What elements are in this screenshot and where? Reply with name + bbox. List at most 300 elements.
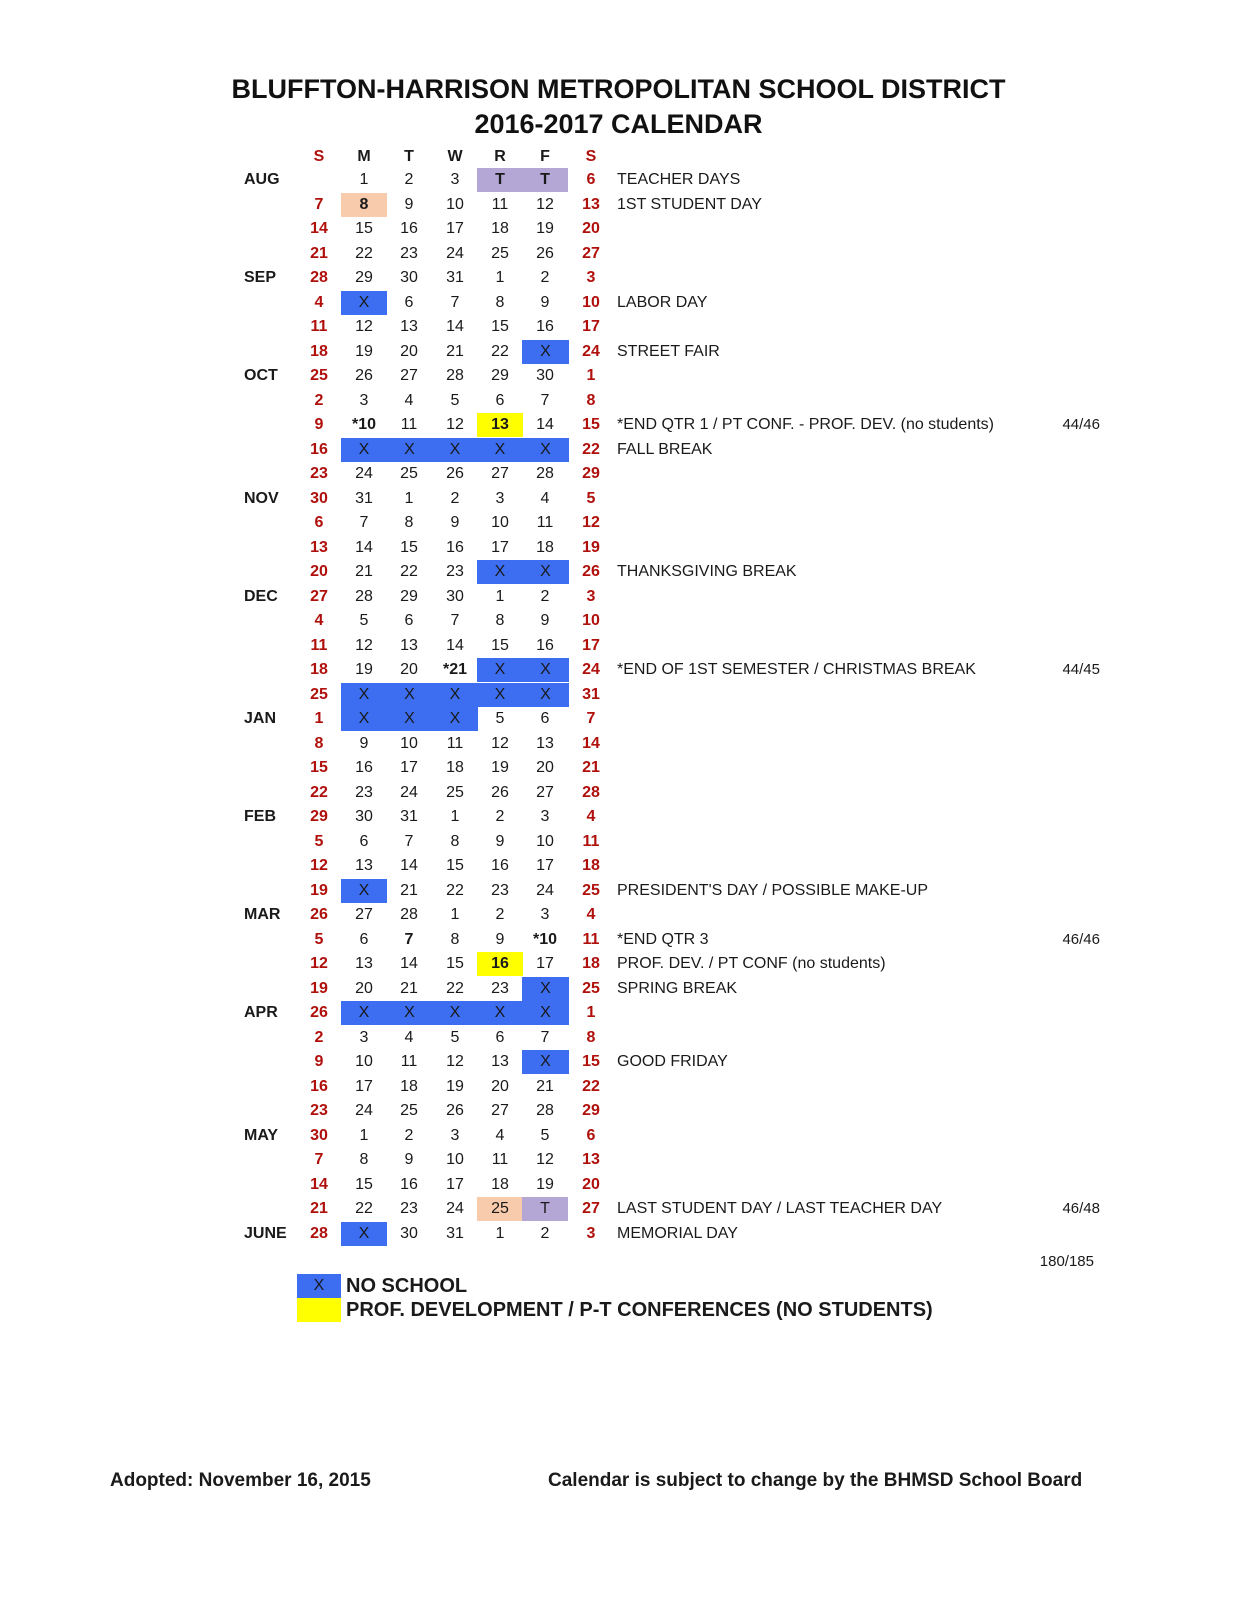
calendar-day: 20 xyxy=(491,1077,509,1095)
calendar-day: 22 xyxy=(446,881,464,899)
calendar-day: 22 xyxy=(446,979,464,997)
calendar-day: 17 xyxy=(446,1175,464,1193)
calendar-day: 25 xyxy=(582,979,600,997)
calendar-day: 20 xyxy=(536,759,554,776)
calendar-day: 31 xyxy=(582,685,600,703)
calendar-day: 24 xyxy=(446,1200,464,1217)
calendar-day: 13 xyxy=(582,195,600,213)
calendar-day: X xyxy=(432,438,478,462)
calendar-day: 19 xyxy=(582,538,600,556)
calendar-day: 23 xyxy=(491,881,509,899)
calendar-day: 3 xyxy=(586,1224,596,1242)
calendar-day: 23 xyxy=(446,563,464,580)
calendar-day: 15 xyxy=(491,636,509,654)
calendar-day: 2 xyxy=(314,1028,324,1046)
calendar-day: X xyxy=(341,1001,387,1025)
calendar-day: 9 xyxy=(495,832,505,850)
calendar-day: 25 xyxy=(491,244,509,262)
calendar-day: 24 xyxy=(400,783,418,801)
month-label: SEP xyxy=(244,269,277,286)
calendar-day: 14 xyxy=(310,220,328,237)
calendar-day: 11 xyxy=(582,832,600,850)
calendar-day: 22 xyxy=(582,440,600,458)
calendar-day: 28 xyxy=(310,269,328,286)
calendar-day: 29 xyxy=(582,465,600,482)
calendar-day: 6 xyxy=(404,293,414,311)
calendar-day: T xyxy=(522,1197,568,1221)
calendar-day: 5 xyxy=(359,612,369,629)
calendar-day: 16 xyxy=(310,440,328,458)
calendar-day: X xyxy=(432,707,478,731)
calendar-day: 24 xyxy=(582,661,600,678)
calendar-day: 9 xyxy=(495,930,505,948)
calendar-day: 29 xyxy=(582,1102,600,1119)
calendar-day: 11 xyxy=(400,1053,418,1070)
calendar-day: 2 xyxy=(540,1224,550,1242)
event-note: THANKSGIVING BREAK xyxy=(617,563,797,580)
calendar-day: 9 xyxy=(314,1053,324,1070)
calendar-day: 3 xyxy=(495,489,505,507)
calendar-day: 20 xyxy=(400,661,418,678)
calendar-day: 21 xyxy=(310,1200,328,1217)
calendar-day: X xyxy=(341,879,387,903)
calendar-day: T xyxy=(477,168,523,192)
calendar-day: 18 xyxy=(310,661,328,678)
disclaimer: Calendar is subject to change by the BHMSD School Board xyxy=(548,1470,1083,1491)
calendar-day: 13 xyxy=(400,636,418,654)
calendar-day: 29 xyxy=(310,808,328,825)
calendar-day: 8 xyxy=(341,193,387,217)
calendar-day: 29 xyxy=(355,269,373,286)
legend-prof-dev-label: PROF. DEVELOPMENT / P-T CONFERENCES (NO STUDENTS) xyxy=(346,1299,933,1321)
calendar-day: 22 xyxy=(582,1077,600,1095)
calendar-day: 16 xyxy=(536,636,554,654)
calendar-day: 16 xyxy=(310,1077,328,1095)
calendar-day: 13 xyxy=(477,413,523,437)
calendar-day: 9 xyxy=(540,612,550,629)
calendar-day: X xyxy=(522,560,569,584)
calendar-day: 25 xyxy=(400,1102,418,1119)
calendar-day: 1 xyxy=(586,367,596,384)
calendar-day: 19 xyxy=(310,979,328,997)
calendar-day: 8 xyxy=(450,832,460,850)
calendar-day: 18 xyxy=(536,538,554,556)
calendar-day: 19 xyxy=(310,881,328,899)
calendar-day: 21 xyxy=(400,881,418,899)
calendar-day: X xyxy=(477,560,523,584)
calendar-day xyxy=(296,168,342,192)
calendar-day: 13 xyxy=(355,955,373,972)
calendar-day: 28 xyxy=(446,367,464,384)
calendar-day: 16 xyxy=(355,759,373,776)
calendar-day: 3 xyxy=(450,1126,460,1144)
calendar-day: 7 xyxy=(450,612,460,629)
calendar-day: 4 xyxy=(540,489,550,507)
month-label: JAN xyxy=(244,710,277,727)
calendar-day: 1 xyxy=(404,489,414,507)
calendar-day: 1 xyxy=(586,1004,596,1021)
calendar-day: 10 xyxy=(355,1053,373,1070)
calendar-day: *10 xyxy=(351,416,377,433)
legend-no-school-swatch: X xyxy=(297,1274,341,1298)
calendar-day: 6 xyxy=(495,1028,505,1046)
calendar-day: 6 xyxy=(404,612,414,629)
calendar-day: 25 xyxy=(582,881,600,899)
calendar-day: 28 xyxy=(536,465,554,482)
calendar-day: 9 xyxy=(404,195,414,213)
calendar-day: 3 xyxy=(540,906,550,923)
calendar-day: 4 xyxy=(314,293,324,311)
calendar-day: 1 xyxy=(359,171,369,188)
calendar-day: 18 xyxy=(310,342,328,360)
event-note: PRESIDENT'S DAY / POSSIBLE MAKE-UP xyxy=(617,881,928,899)
calendar-day: 30 xyxy=(400,269,418,286)
calendar-day: 30 xyxy=(536,367,554,384)
calendar-day: 29 xyxy=(491,367,509,384)
calendar-day: 20 xyxy=(582,1175,600,1193)
calendar-day: 3 xyxy=(450,171,460,188)
calendar-day: 3 xyxy=(359,391,369,409)
calendar-day: 3 xyxy=(586,269,596,286)
event-note: 1ST STUDENT DAY xyxy=(617,195,762,213)
calendar-day: 21 xyxy=(582,759,600,776)
calendar-day: X xyxy=(477,438,523,462)
calendar-day: 27 xyxy=(491,1102,509,1119)
calendar-day: 31 xyxy=(400,808,418,825)
calendar-day: 20 xyxy=(310,563,328,580)
calendar-day: 4 xyxy=(586,808,596,825)
calendar-day: 26 xyxy=(582,563,600,580)
month-label: JUNE xyxy=(244,1224,287,1242)
calendar-day: 9 xyxy=(540,293,550,311)
calendar-day: 28 xyxy=(582,783,600,801)
calendar-day: 25 xyxy=(446,783,464,801)
calendar-day: 10 xyxy=(491,514,509,531)
calendar-day: 15 xyxy=(446,857,464,874)
calendar-day: 21 xyxy=(355,563,373,580)
calendar-day: 7 xyxy=(359,514,369,531)
calendar-day: 28 xyxy=(400,906,418,923)
event-note: GOOD FRIDAY xyxy=(617,1053,728,1070)
calendar-day: 16 xyxy=(400,1175,418,1193)
calendar-day: 15 xyxy=(355,220,373,237)
calendar-day: X xyxy=(477,683,523,707)
month-label: APR xyxy=(244,1004,278,1021)
calendar-day: 1 xyxy=(495,1224,505,1242)
calendar-day: X xyxy=(386,1001,433,1025)
calendar-day: 7 xyxy=(314,1151,324,1168)
calendar-day: 1 xyxy=(314,710,324,727)
calendar-day: 3 xyxy=(540,808,550,825)
calendar-day: 22 xyxy=(355,1200,373,1217)
calendar-day: 17 xyxy=(491,538,509,556)
legend-no-school-label: NO SCHOOL xyxy=(346,1275,468,1297)
event-note: *END QTR 1 / PT CONF. - PROF. DEV. (no students) xyxy=(617,416,994,433)
calendar-day: 25 xyxy=(310,367,328,384)
calendar-day: X xyxy=(522,683,569,707)
calendar-day: 15 xyxy=(582,1053,600,1070)
calendar-day: 14 xyxy=(536,416,554,433)
calendar-day: 31 xyxy=(355,489,373,507)
day-count: 44/46 xyxy=(1062,416,1100,433)
calendar-day: 6 xyxy=(495,391,505,409)
calendar-day: 17 xyxy=(446,220,464,237)
calendar-day: 22 xyxy=(310,783,328,801)
calendar-day: 7 xyxy=(586,710,596,727)
calendar-day: 5 xyxy=(450,1028,460,1046)
calendar-day: 27 xyxy=(355,906,373,923)
calendar-day: 28 xyxy=(355,587,373,605)
calendar-day: 8 xyxy=(404,514,414,531)
calendar-day: 17 xyxy=(536,857,554,874)
calendar-day: 30 xyxy=(400,1224,418,1242)
calendar-day: 27 xyxy=(400,367,418,384)
calendar-title: 2016-2017 CALENDAR xyxy=(474,109,763,139)
calendar-day: 20 xyxy=(582,220,600,237)
calendar-day: 22 xyxy=(355,244,373,262)
calendar-day: 5 xyxy=(314,832,324,850)
calendar-day: 24 xyxy=(582,342,600,360)
calendar-day: 1 xyxy=(450,808,460,825)
calendar-day: X xyxy=(386,438,433,462)
calendar-day: 26 xyxy=(310,906,328,923)
calendar-day: 19 xyxy=(446,1077,464,1095)
calendar-day: 5 xyxy=(540,1126,550,1144)
calendar-day: 5 xyxy=(314,930,324,948)
calendar-day: 15 xyxy=(310,759,328,776)
event-note: SPRING BREAK xyxy=(617,979,738,997)
calendar-day: 18 xyxy=(446,759,464,776)
calendar-day: 28 xyxy=(536,1102,554,1119)
calendar-day: 14 xyxy=(582,734,600,752)
calendar-day: X xyxy=(341,1222,387,1246)
calendar-day: 27 xyxy=(536,783,554,801)
event-note: FALL BREAK xyxy=(617,440,713,458)
month-label: MAR xyxy=(244,906,281,923)
event-note: *END OF 1ST SEMESTER / CHRISTMAS BREAK xyxy=(617,661,976,678)
calendar-day: X xyxy=(341,291,387,315)
calendar-day: 8 xyxy=(359,1151,369,1168)
calendar-day: 2 xyxy=(314,391,324,409)
event-note: STREET FAIR xyxy=(617,342,720,360)
calendar-day: 6 xyxy=(359,930,369,948)
calendar-day: 14 xyxy=(355,538,373,556)
calendar-day: 16 xyxy=(400,220,418,237)
calendar-day: 30 xyxy=(446,587,464,605)
calendar-day: 19 xyxy=(536,1175,554,1193)
calendar-day: 23 xyxy=(310,465,328,482)
total-days-count: 180/185 xyxy=(1039,1253,1094,1270)
calendar-day: 9 xyxy=(404,1151,414,1168)
calendar-day: 11 xyxy=(310,318,328,335)
calendar-day: 17 xyxy=(400,759,418,776)
calendar-day: 12 xyxy=(582,514,600,531)
calendar-day: 12 xyxy=(536,195,554,213)
day-header: M xyxy=(357,148,371,165)
calendar-day: 1 xyxy=(359,1126,369,1144)
calendar-day: 14 xyxy=(446,318,464,335)
calendar-day: 16 xyxy=(536,318,554,335)
calendar-day: 28 xyxy=(310,1224,328,1242)
calendar-day: 26 xyxy=(310,1004,328,1021)
calendar-day: X xyxy=(341,707,387,731)
calendar-day: 1 xyxy=(495,587,505,605)
event-note: LABOR DAY xyxy=(617,293,708,311)
calendar-day: 14 xyxy=(446,636,464,654)
calendar-day: 23 xyxy=(355,783,373,801)
calendar-day: 20 xyxy=(400,342,418,360)
calendar-day: 21 xyxy=(310,244,328,262)
calendar-day: 2 xyxy=(450,489,460,507)
calendar-day: X xyxy=(522,977,569,1001)
calendar-day: 5 xyxy=(450,391,460,409)
calendar-day: 12 xyxy=(446,1053,464,1070)
calendar-day: 24 xyxy=(355,465,373,482)
calendar-day: 15 xyxy=(582,416,600,433)
calendar-day: 26 xyxy=(491,783,509,801)
calendar-day: X xyxy=(432,1001,478,1025)
calendar-day: 12 xyxy=(355,318,373,335)
calendar-day: 23 xyxy=(400,244,418,262)
calendar-day: 27 xyxy=(582,244,600,262)
calendar-day: 9 xyxy=(359,734,369,752)
calendar-day: 6 xyxy=(540,710,550,727)
calendar-day: 30 xyxy=(310,1126,328,1144)
calendar-day: 24 xyxy=(355,1102,373,1119)
calendar-day: 2 xyxy=(404,1126,414,1144)
calendar-day: 14 xyxy=(400,955,418,972)
calendar-day: 8 xyxy=(450,930,460,948)
calendar-day: 27 xyxy=(310,587,328,605)
calendar-day: 12 xyxy=(446,416,464,433)
calendar-day: 23 xyxy=(491,979,509,997)
calendar-day: 29 xyxy=(400,587,418,605)
event-note: PROF. DEV. / PT CONF (no students) xyxy=(617,955,886,972)
calendar-day: *21 xyxy=(442,661,468,678)
calendar-day: 3 xyxy=(586,587,596,605)
month-label: MAY xyxy=(244,1126,279,1144)
calendar-day: 2 xyxy=(540,269,550,286)
calendar-day: 17 xyxy=(355,1077,373,1095)
calendar-day: 22 xyxy=(491,342,509,360)
day-header: S xyxy=(313,148,325,165)
calendar-day: 13 xyxy=(582,1151,600,1168)
day-count: 46/46 xyxy=(1062,930,1100,948)
calendar-day: 17 xyxy=(582,318,600,335)
calendar-day: 2 xyxy=(540,587,550,605)
calendar-day: 8 xyxy=(495,612,505,629)
calendar-day: 4 xyxy=(404,391,414,409)
calendar-day: 13 xyxy=(355,857,373,874)
calendar-day: X xyxy=(341,438,387,462)
day-header: S xyxy=(585,148,597,165)
calendar-day: 21 xyxy=(400,979,418,997)
month-label: DEC xyxy=(244,587,278,605)
calendar-day: X xyxy=(522,1050,569,1074)
calendar-day: 8 xyxy=(586,1028,596,1046)
day-header: F xyxy=(540,148,550,165)
calendar-day: X xyxy=(477,658,523,682)
calendar-day: 4 xyxy=(314,612,324,629)
calendar-day: 19 xyxy=(491,759,509,776)
calendar-day: 16 xyxy=(446,538,464,556)
adopted-date: Adopted: November 16, 2015 xyxy=(110,1470,371,1491)
event-note: *END QTR 3 xyxy=(617,930,709,948)
calendar-day: 24 xyxy=(536,881,554,899)
calendar-day: 15 xyxy=(400,538,418,556)
calendar-day: 13 xyxy=(400,318,418,335)
calendar-day: 6 xyxy=(314,514,324,531)
calendar-day: X xyxy=(341,683,387,707)
calendar-day: 11 xyxy=(491,195,509,213)
month-label: NOV xyxy=(244,489,279,507)
calendar-day: T xyxy=(522,168,568,192)
calendar-day: 7 xyxy=(450,293,460,311)
calendar-day: 9 xyxy=(314,416,324,433)
calendar-day: 15 xyxy=(446,955,464,972)
calendar-day: X xyxy=(522,1001,569,1025)
day-header: T xyxy=(404,148,414,165)
calendar-day: X xyxy=(432,683,478,707)
calendar-day: 13 xyxy=(310,538,328,556)
calendar-day: 15 xyxy=(491,318,509,335)
calendar-day: 12 xyxy=(355,636,373,654)
calendar-day: 31 xyxy=(446,1224,464,1242)
calendar-day: 10 xyxy=(400,734,418,752)
calendar-day: 2 xyxy=(404,171,414,188)
calendar-day: 8 xyxy=(586,391,596,409)
calendar-day: X xyxy=(522,340,569,364)
calendar-day: 7 xyxy=(540,391,550,409)
month-label: FEB xyxy=(244,808,276,825)
calendar-day: 1 xyxy=(450,906,460,923)
calendar-day: 1 xyxy=(495,269,505,286)
calendar-day: *10 xyxy=(532,930,558,948)
calendar-day: 5 xyxy=(586,489,596,507)
calendar-day: 7 xyxy=(314,195,324,213)
calendar-day: 10 xyxy=(536,832,554,850)
legend-prof-dev-swatch xyxy=(297,1298,341,1322)
month-label: AUG xyxy=(244,171,280,188)
calendar-day: 12 xyxy=(310,857,328,874)
calendar-day: 26 xyxy=(536,244,554,262)
calendar-day: 21 xyxy=(536,1077,554,1095)
calendar-day: 12 xyxy=(536,1151,554,1168)
calendar-day: 12 xyxy=(491,734,509,752)
calendar-day: 11 xyxy=(536,514,554,531)
calendar-day: 18 xyxy=(582,857,600,874)
calendar-day: 21 xyxy=(446,342,464,360)
calendar-day: 18 xyxy=(491,220,509,237)
calendar-day: 30 xyxy=(310,489,328,507)
calendar-day: 11 xyxy=(582,930,600,948)
calendar-day: 23 xyxy=(310,1102,328,1119)
calendar-day: X xyxy=(522,438,569,462)
calendar-day: 10 xyxy=(446,195,464,213)
calendar-day: 18 xyxy=(582,955,600,972)
calendar-day: 14 xyxy=(310,1175,328,1193)
calendar-day: 15 xyxy=(355,1175,373,1193)
calendar-day: 8 xyxy=(314,734,324,752)
calendar-day: 6 xyxy=(359,832,369,850)
calendar-day: 26 xyxy=(446,1102,464,1119)
calendar-day: 14 xyxy=(400,857,418,874)
calendar-day: 7 xyxy=(540,1028,550,1046)
month-label: OCT xyxy=(244,367,278,384)
calendar-day: 19 xyxy=(355,342,373,360)
calendar-day: 22 xyxy=(400,563,418,580)
calendar-day: 4 xyxy=(586,906,596,923)
